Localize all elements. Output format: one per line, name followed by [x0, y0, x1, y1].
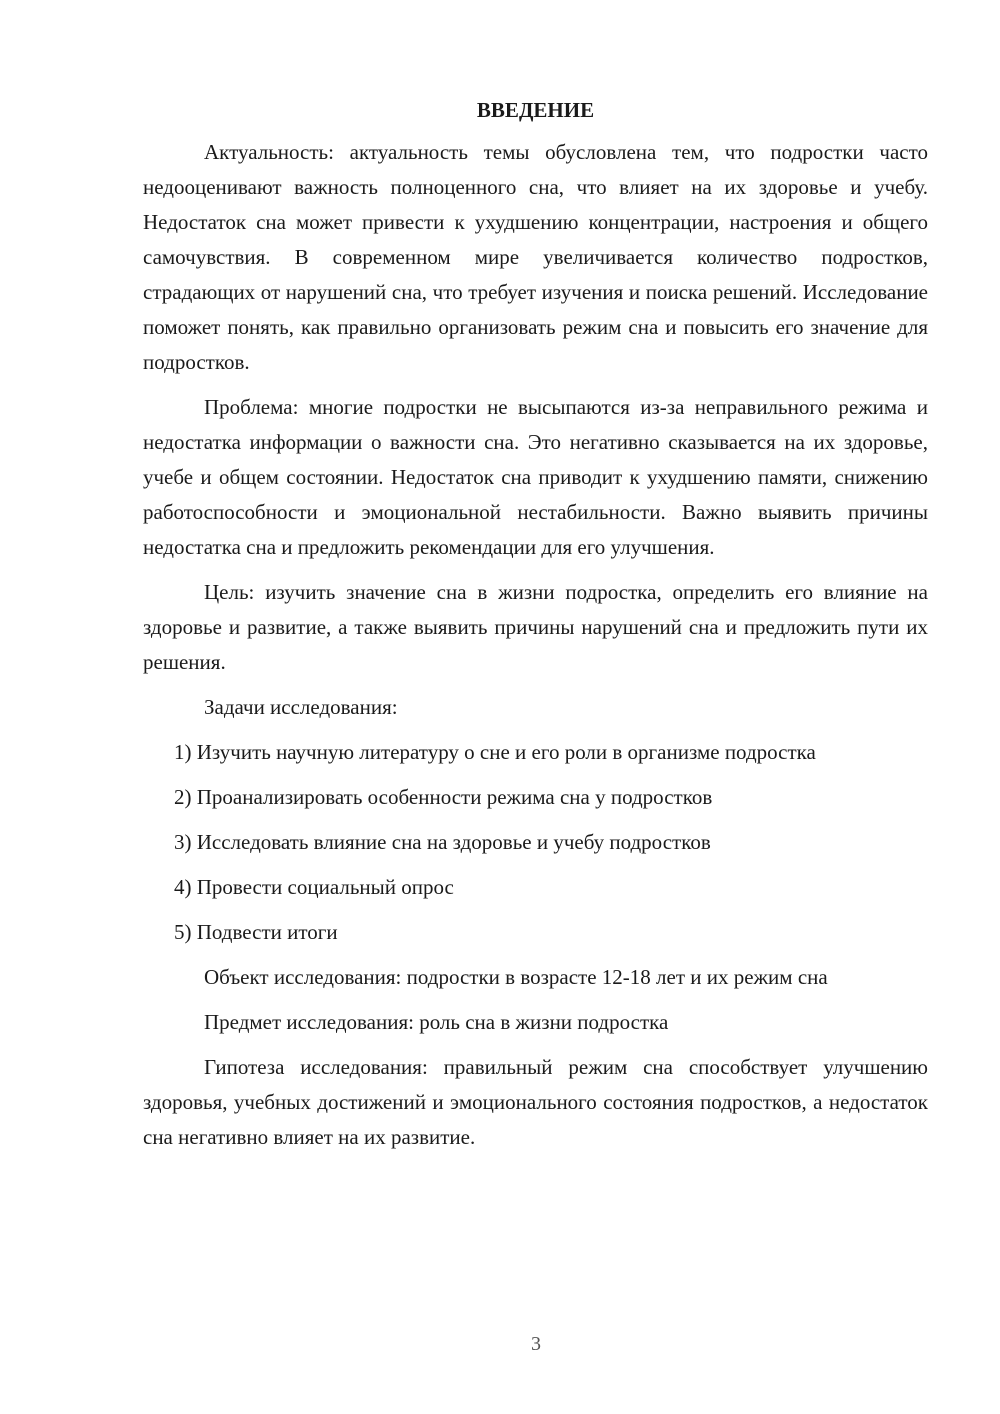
task-item: 3) Исследовать влияние сна на здоровье и учебу подростков — [174, 830, 711, 854]
object-paragraph: Объект исследования: подростки в возрасте 12-18 лет и их режим сна — [204, 965, 828, 989]
task-item: 4) Провести социальный опрос — [174, 875, 454, 899]
tasks-heading: Задачи исследования: — [204, 695, 398, 719]
task-item: 5) Подвести итоги — [174, 920, 338, 944]
relevance-paragraph: Актуальность: актуальность темы обусловлена тем, что подростки часто недооценивают важность полноценного сна, что влияет на их здоровье и учебу. Недостаток сна может привести к ухудшению концентрации, настроения и общего самочувствия. В современном мире увеличивается количество подростков, страдающих от нарушений сна, что требует изучения и поиска решений. Исследование поможет понять, как правильно организовать режим сна и повысить его значение для подростков. — [143, 140, 928, 374]
task-item: 2) Проанализировать особенности режима сна у подростков — [174, 785, 713, 809]
document-page — [143, 95, 928, 1165]
hypothesis-paragraph: Гипотеза исследования: правильный режим сна способствует улучшению здоровья, учебных достижений и эмоционального состояния подростков, а недостаток сна негативно влияет на их развитие. — [143, 1055, 928, 1149]
goal-paragraph: Цель: изучить значение сна в жизни подростка, определить его влияние на здоровье и развитие, а также выявить причины нарушений сна и предложить пути их решения. — [143, 580, 928, 674]
page-number: 3 — [531, 1333, 541, 1355]
page-title: ВВЕДЕНИЕ — [476, 98, 595, 122]
problem-paragraph: Проблема: многие подростки не высыпаются из-за неправильного режима и недостатка информации о важности сна. Это негативно сказывается на их здоровье, учебе и общем состоянии. Недостаток сна приводит к ухудшению памяти, снижению работоспособности и эмоциональной нестабильности. Важно выявить причины недостатка сна и предложить рекомендации для его улучшения. — [143, 395, 928, 559]
subject-paragraph: Предмет исследования: роль сна в жизни подростка — [204, 1010, 669, 1034]
task-item: 1) Изучить научную литературу о сне и его роли в организме подростка — [174, 740, 816, 764]
